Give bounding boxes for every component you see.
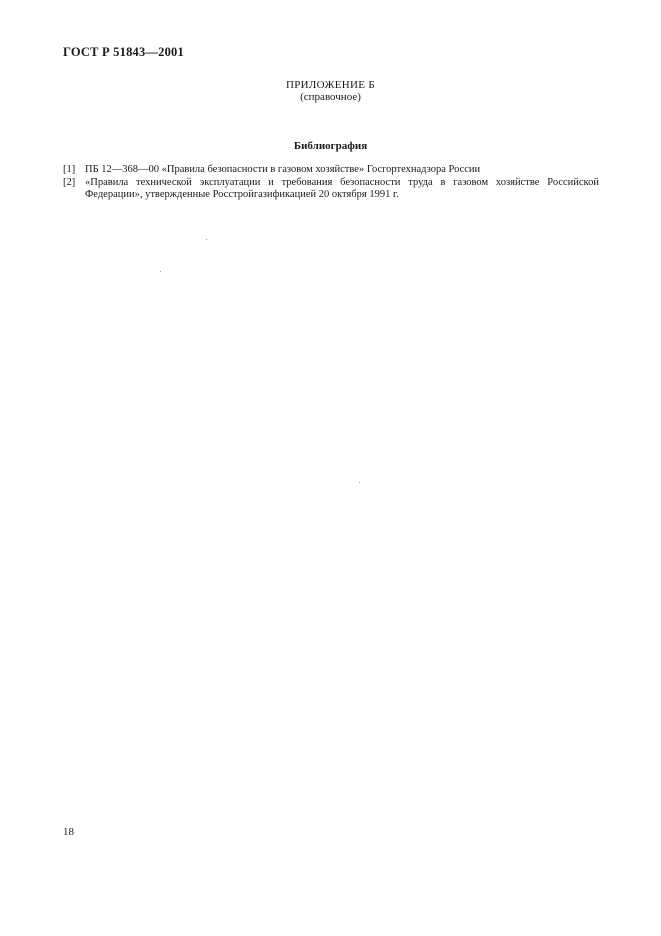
bibliography-item-number: [2] xyxy=(63,176,76,188)
appendix-title: ПРИЛОЖЕНИЕ Б xyxy=(286,79,375,91)
page-number: 18 xyxy=(63,826,74,838)
scan-speck xyxy=(160,271,161,272)
appendix-heading xyxy=(0,79,661,103)
bibliography-item-text: ПБ 12—368—00 «Правила безопасности в газовом хозяйстве» Госгортехнадзора России xyxy=(85,164,481,175)
scan-speck xyxy=(359,482,360,483)
bibliography-item xyxy=(63,177,599,202)
bibliography-item-number: [1] xyxy=(63,164,76,175)
bibliography-item-text: «Правила технической эксплуатации и требования безопасности труда в газовом хозяйстве Российской Федерации», утвержденные Росстройгазификацией 20 октября 1991 г. xyxy=(85,176,599,200)
scan-speck xyxy=(206,239,207,240)
appendix-subtitle: (справочное) xyxy=(300,91,361,103)
bibliography-heading: Библиография xyxy=(293,140,368,152)
bibliography-item xyxy=(63,164,599,177)
standard-code: ГОСТ Р 51843—2001 xyxy=(63,45,184,59)
bibliography-list xyxy=(63,164,599,202)
